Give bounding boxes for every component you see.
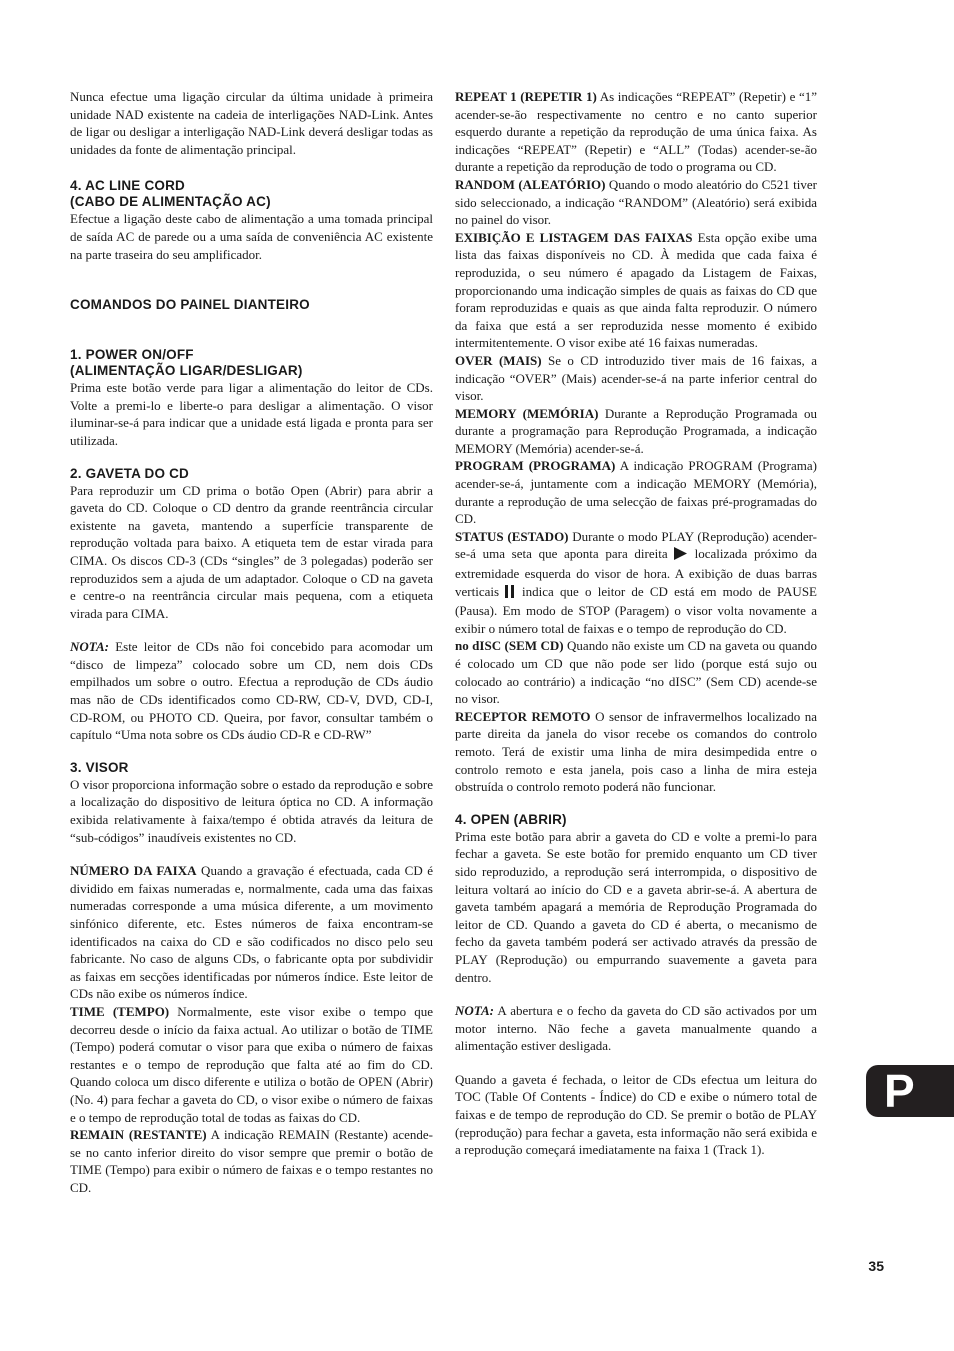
memory-paragraph: MEMORY (MEMÓRIA) Durante a Reprodução Programada ou durante a programação para Reprodução Programada, a indicação MEMORY (Memória) acender-se-á. bbox=[455, 405, 817, 456]
no-disc-paragraph: no dISC (SEM CD) Quando não existe um CD na gaveta ou quando é colocado um CD que não pode ser lido (porque está sujo ou colocado ao contrário) a indicação “no dISC” (Sem CD) acende-se no visor. bbox=[455, 638, 817, 707]
open-paragraph: Prima este botão para abrir a gaveta do CD e volte a premi-lo para fechar a gaveta. Se este botão for premido enquanto um CD tiver sido reproduzido, a reprodução será interrompida, o dispositivo de leitura voltará ao início do CD e a gaveta abrir-se-á. A abertura de gaveta também apagará a memória de Reprodução Programada do leitor de CD. Quando a gaveta do CD é aberta, o mecanismo de fecho da gaveta também poderá ser activado através da pressão de PLAY (Reprodução) ou empurrando suavemente a gaveta para dentro. bbox=[455, 828, 817, 985]
heading-cd-tray: 2. GAVETA DO CD bbox=[70, 465, 190, 481]
status-paragraph: STATUS (ESTADO) Durante o modo PLAY (Reprodução) acender-se-á uma seta que aponta para direita localizada próximo da extremidade esquerda do visor de hora. A exibição de duas barras verticais indica que o leitor de CD está em modo de PAUSE (Pausa). Em modo de STOP (Paragem) o visor volta novamente a exibir o número total de faixas e o tempo de reprodução do CD. bbox=[455, 528, 817, 636]
tray-paragraph: Para reproduzir um CD prima o botão Open (Abrir) para abrir a gaveta do CD. Coloque o CD dentro da grande reentrância circular existente na gaveta, mantendo a superfície transparente de reprodução voltada para baixo. A etiqueta tem de estar virada para CIMA. Os discos CD-3 (CDs “singles” de 3 polegadas) poderão ser reproduzidos sem a ajuda de um adaptador. Coloque o CD na gaveta e centre-o na reentrância circular mais pequena, com a etiqueta virada para CIMA. bbox=[70, 482, 433, 621]
heading-front-panel: COMANDOS DO PAINEL DIANTEIRO bbox=[70, 297, 310, 313]
play-arrow-icon bbox=[674, 547, 687, 565]
nota2-paragraph: NOTA: A abertura e o fecho da gaveta do CD são activados por um motor interno. Não feche a gaveta manualmente quando a alimentação estiver desligada. bbox=[455, 1003, 817, 1054]
right-column bbox=[455, 88, 817, 1159]
heading-open: 4. OPEN (ABRIR) bbox=[455, 811, 567, 827]
heading-ac-line-cord: 4. AC LINE CORD (CABO DE ALIMENTAÇÃO AC) bbox=[70, 178, 271, 210]
intro-paragraph: Nunca efectue uma ligação circular da última unidade à primeira unidade NAD existente na cadeia de interligações NAD-Link. Antes de ligar ou desligar a interligação NAD-Link deverá desligar todas as unidades da fonte de alimentação principal. bbox=[70, 89, 433, 157]
repeat-paragraph: REPEAT 1 (REPETIR 1) As indicações “REPEAT” (Repetir) e “1” acender-se-ão respectivamente no centro e no canto superior esquerdo durante a repetição da reprodução de uma única faixa. As indicações “REPEAT” (Repetir) e “ALL” (Todas) acender-se-ão durante a repetição da reprodução de todo o programa ou CD. bbox=[455, 89, 817, 175]
nota-paragraph: NOTA: Este leitor de CDs não foi concebido para acomodar um “disco de limpeza” colocado sobre um CD, nem dois CDs empilhados um sobre o outro. Efectua a reprodução de CDs áudio mas não de CDs identificados como CD-RW, CD-V, DVD, CD-I, CD-ROM, ou PHOTO CD. Queira, por favor, consultar também o capítulo “Uma nota sobre os CDs áudio CD-R e CD-RW” bbox=[70, 639, 433, 743]
track-number-paragraph: NÚMERO DA FAIXA Quando a gravação é efectuada, cada CD é dividido em faixas numeradas e, normalmente, cada uma das faixas numeradas corresponde a uma música diferente, a um movimento sinfónico diferente, etc. Estes números de faixa encontram-se identificados na caixa do CD e são codificados no disco pelo seu fabricante. No caso de alguns CDs, o fabricante opta por subdividir as faixas em secções identificadas por números índice. Este leitor de CDs não exibe os números índice. bbox=[70, 863, 433, 1002]
visor-paragraph: O visor proporciona informação sobre o estado da reprodução e sobre a localização do dispositivo de leitura óptica no CD. A informação exibida relativamente à faixa/tempo é obtida através da leitura de “sub-códigos” inaudíveis existentes no CD. bbox=[70, 776, 433, 845]
over-paragraph: OVER (MAIS) Se o CD introduzido tiver mais de 16 faixas, a indicação “OVER” (Mais) acender-se-á na parte inferior central do visor. bbox=[455, 352, 817, 404]
left-column bbox=[70, 88, 433, 1197]
track-list-paragraph: EXIBIÇÃO E LISTAGEM DAS FAIXAS Esta opção exibe uma lista das faixas disponíveis no CD. À medida que cada faixa é reproduzida, o seu número é apagado da Listagem de Faixas, proporcionando uma indicação simples de quais as faixas do CD que foram reproduzidas e quais as que ainda falta reproduzir. O número da faixa que está a ser reproduzida nesse momento é exibido intermitentemente. O visor exibe até 16 faixas numeradas. bbox=[455, 229, 817, 351]
heading-visor: 3. VISOR bbox=[70, 759, 129, 775]
pause-bars-icon bbox=[505, 585, 514, 603]
language-tab-letter: P bbox=[884, 1065, 915, 1117]
random-paragraph: RANDOM (ALEATÓRIO) Quando o modo aleatório do C521 tiver sido seleccionado, a indicação “RANDOM” (Aleatório) será exibida no painel do visor. bbox=[455, 176, 817, 228]
page-number: 35 bbox=[868, 1258, 884, 1274]
program-paragraph: PROGRAM (PROGRAMA) A indicação PROGRAM (Programa) acender-se-á, juntamente com a indicação MEMORY (Memória), durante a reprodução de uma selecção de faixas pré-programadas do CD. bbox=[455, 458, 817, 527]
power-paragraph: Prima este botão verde para ligar a alimentação do leitor de CDs. Volte a premi-lo e liberte-o para desligar a alimentação. O visor iluminar-se-á para indicar que a unidade está ligada e pronta para ser utilizada. bbox=[70, 380, 433, 448]
language-tab bbox=[866, 1065, 954, 1117]
time-paragraph: TIME (TEMPO) Normalmente, este visor exibe o tempo que decorreu desde o início da faixa actual. Ao utilizar o botão de TIME (Tempo) poderá comutar o visor para que exiba o número de faixas restantes e o tempo de reprodução que falta até ao fim do CD. Quando coloca um disco diferente e utiliza o botão de OPEN (Abrir) (No. 4) para fechar a gaveta do CD, o visor exibe o número de faixas e o tempo de reprodução total de todas as faixas do CD. bbox=[70, 1003, 433, 1125]
ac-paragraph: Efectue a ligação deste cabo de alimentação a uma tomada principal de saída AC de parede ou a uma saída de conveniência AC existente na parte traseira do seu amplificador. bbox=[70, 211, 433, 262]
receptor-paragraph: RECEPTOR REMOTO O sensor de infravermelhos localizado na parte direita da janela do visor recebe os comandos do controlo remoto. Terá de existir uma linha de mira desimpedida entre o controlo remoto e esta janela, pois caso a linha de mira esteja obstruída o controlo remoto poderá não funcionar. bbox=[455, 708, 817, 795]
toc-paragraph: Quando a gaveta é fechada, o leitor de CDs efectua um leitura do TOC (Table Of Contents - Índice) do CD e exibe o número total de faixas e de tempo de reprodução do CD. Se premir o botão de PLAY (reprodução) para fechar a gaveta, esta informação não será exibida e a reprodução começará imediatamente na faixa 1 (Track 1). bbox=[455, 1071, 817, 1158]
heading-power: 1. POWER ON/OFF (ALIMENTAÇÃO LIGAR/DESLIGAR) bbox=[70, 347, 303, 379]
remain-paragraph: REMAIN (RESTANTE) A indicação REMAIN (Restante) acende-se no canto inferior direito do visor sempre que premir o botão de TIME (Tempo) para exibir o número de faixas e o tempo restantes no CD. bbox=[70, 1127, 433, 1195]
